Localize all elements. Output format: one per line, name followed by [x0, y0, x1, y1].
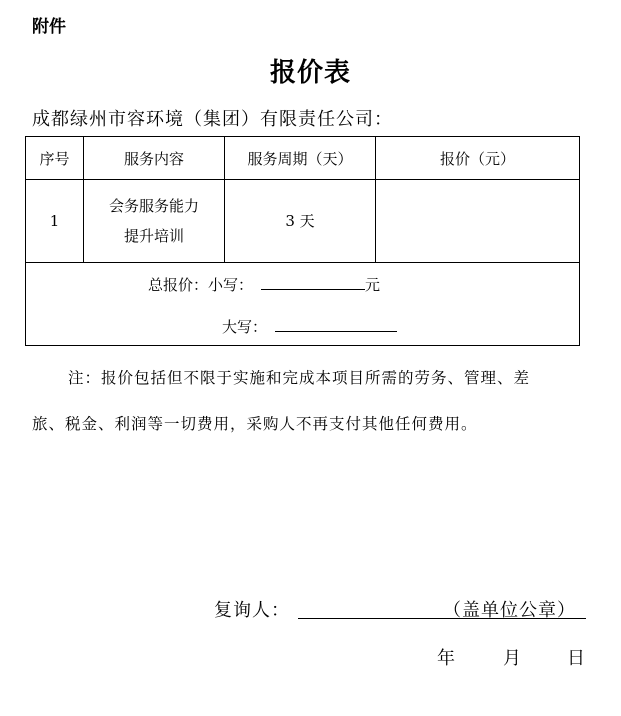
total-cell	[26, 263, 580, 346]
date-day: 日	[567, 648, 585, 669]
page-title: 报价表	[269, 58, 351, 88]
date-year: 年	[437, 648, 455, 669]
lower-unit: 元	[365, 276, 381, 294]
note-line-1: 注：报价包括但不限于实施和完成本项目所需的劳务、管理、差	[68, 369, 531, 387]
attachment-label: 附件	[32, 17, 66, 37]
total-label: 总报价：	[148, 276, 209, 294]
total-upper-line	[222, 315, 397, 337]
row-content-cell	[84, 180, 225, 263]
total-row	[26, 263, 580, 346]
quote-table	[25, 136, 580, 346]
recipient-line: 成都绿州市容环境（集团）有限责任公司：	[32, 109, 393, 130]
upper-amount-blank[interactable]	[275, 315, 397, 332]
column-header-content: 服务内容	[84, 137, 225, 180]
date-month: 月	[503, 648, 521, 669]
seal-label: （盖单位公章）	[443, 600, 576, 621]
column-header-price: 报价（元）	[376, 137, 580, 180]
note-line-2: 旅、税金、利润等一切费用，采购人不再支付其他任何费用。	[32, 415, 478, 433]
row-content-line2: 提升培训	[123, 227, 184, 245]
table-row	[26, 180, 580, 263]
row-index-cell: 1	[26, 180, 84, 263]
column-header-index: 序号	[26, 137, 84, 180]
upper-label: 大写：	[222, 318, 268, 336]
row-price-cell[interactable]	[376, 180, 580, 263]
lower-amount-blank[interactable]	[261, 273, 365, 290]
lower-label: 小写：	[208, 276, 254, 294]
row-period-cell: 3 天	[225, 180, 376, 263]
row-content-line1: 会务服务能力	[108, 197, 199, 215]
column-header-period: 服务周期（天）	[225, 137, 376, 180]
total-block	[26, 263, 579, 345]
table-header-row	[26, 137, 580, 180]
inquirer-label: 复询人：	[214, 600, 290, 621]
total-lower-line	[148, 273, 380, 295]
